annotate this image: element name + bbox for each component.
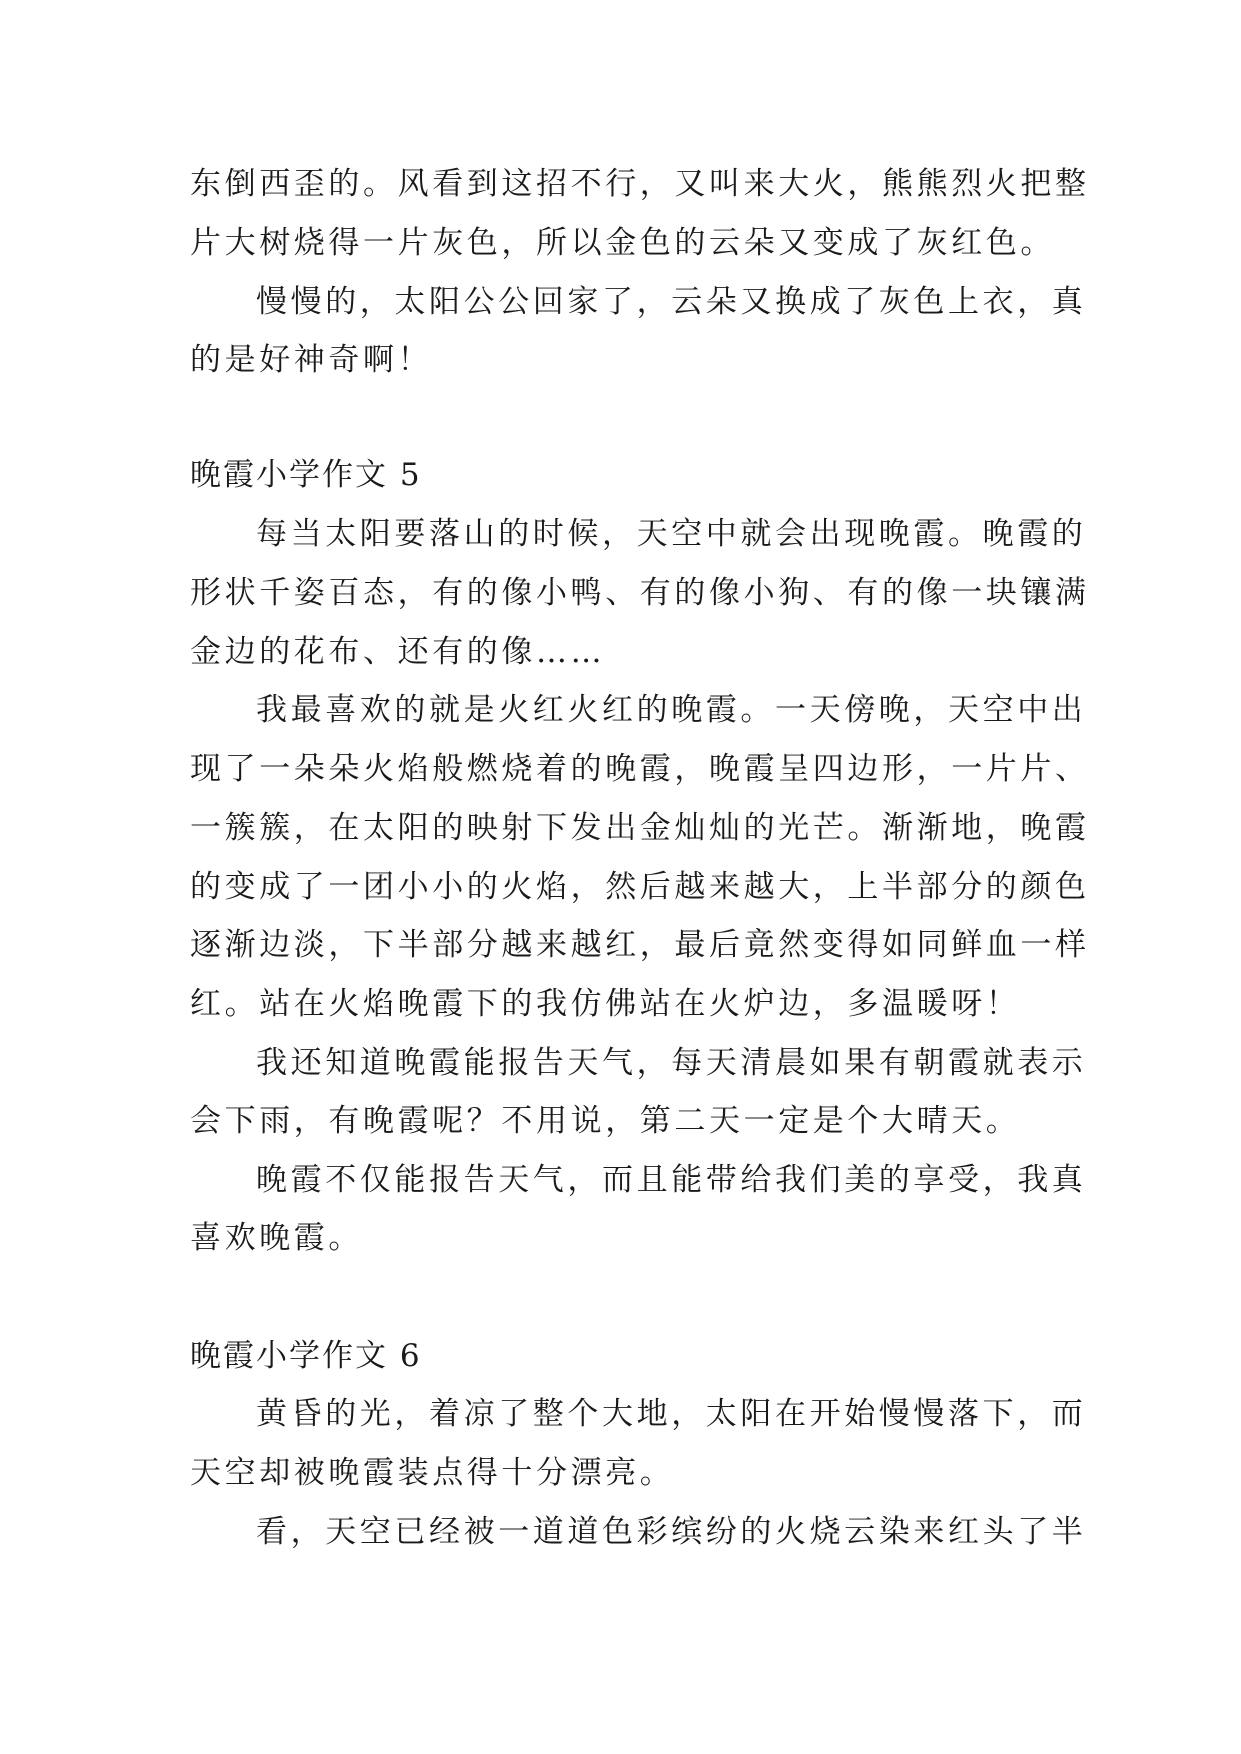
paragraph-line: 晚霞不仅能报告天气，而且能带给我们美的享受，我真 (256, 1162, 1087, 1198)
paragraph-line: 我最喜欢的就是火红火红的晚霞。一天傍晚，天空中出 (256, 692, 1087, 728)
paragraph-line: 红。站在火焰晚霞下的我仿佛站在火炉边，多温暖呀！ (190, 986, 1021, 1022)
paragraph-line: 天空却被晚霞装点得十分漂亮。 (190, 1455, 675, 1491)
paragraph-line: 的是好神奇啊！ (190, 342, 433, 378)
paragraph-line: 逐渐边淡，下半部分越来越红，最后竟然变得如同鲜血一样 (190, 927, 1090, 963)
paragraph-line: 一簇簇，在太阳的映射下发出金灿灿的光芒。渐渐地，晚霞 (190, 810, 1090, 846)
paragraph-line: 东倒西歪的。风看到这招不行，又叫来大火，熊熊烈火把整 (190, 166, 1090, 202)
paragraph-line: 形状千姿百态，有的像小鸭、有的像小狗、有的像一块镶满 (190, 575, 1090, 611)
paragraph-line: 慢慢的，太阳公公回家了，云朵又换成了灰色上衣，真 (256, 284, 1087, 320)
paragraph-line: 金边的花布、还有的像…… (190, 634, 606, 670)
paragraph-line: 喜欢晚霞。 (190, 1220, 363, 1256)
paragraph-line: 黄昏的光，着凉了整个大地，太阳在开始慢慢落下，而 (256, 1396, 1087, 1432)
paragraph-line: 看，天空已经被一道道色彩缤纷的火烧云染来红头了半 (256, 1514, 1087, 1550)
paragraph-line: 现了一朵朵火焰般燃烧着的晚霞，晚霞呈四边形，一片片、 (190, 751, 1090, 787)
paragraph-line: 片大树烧得一片灰色，所以金色的云朵又变成了灰红色。 (190, 225, 1055, 261)
paragraph-line: 会下雨，有晚霞呢？不用说，第二天一定是个大晴天。 (190, 1103, 1021, 1139)
paragraph-line: 的变成了一团小小的火焰，然后越来越大，上半部分的颜色 (190, 869, 1090, 905)
essay-title: 晚霞小学作文 5 (190, 457, 422, 493)
paragraph-line: 我还知道晚霞能报告天气，每天清晨如果有朝霞就表示 (256, 1045, 1087, 1081)
essay-title: 晚霞小学作文 6 (190, 1338, 422, 1374)
paragraph-line: 每当太阳要落山的时候，天空中就会出现晚霞。晚霞的 (256, 516, 1087, 552)
